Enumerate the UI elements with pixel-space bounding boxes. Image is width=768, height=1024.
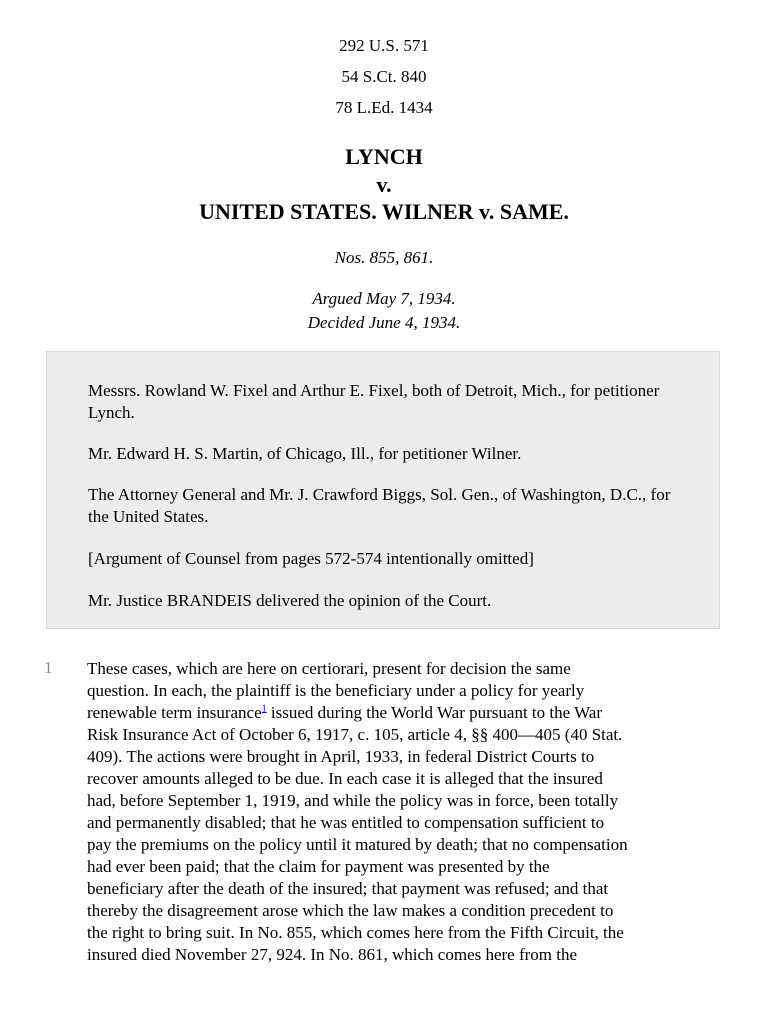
footnote-link[interactable]: 1 <box>261 703 267 715</box>
paragraph-number: 1 <box>44 658 53 677</box>
argued-date: Argued May 7, 1934. <box>312 289 456 308</box>
opinion-line: 409). The actions were brought in April, 1933, in federal District Courts to <box>87 747 595 766</box>
opinion-line: question. In each, the plaintiff is the beneficiary under a policy for yearly <box>87 681 585 700</box>
opinion-line: recover amounts alleged to be due. In each case it is alleged that the insured <box>87 769 603 788</box>
counsel-petitioner-wilner: Mr. Edward H. S. Martin, of Chicago, Ill., for petitioner Wilner. <box>88 444 522 463</box>
counsel-petitioner-lynch: Messrs. Rowland W. Fixel and Arthur E. Fixel, both of Detroit, Mich., for petitioner Lynch. <box>88 381 660 422</box>
opinion-text: renewable term insurance <box>87 703 262 722</box>
opinion-line: These cases, which are here on certiorari, present for decision the same <box>87 659 571 678</box>
opinion-line: and permanently disabled; that he was entitled to compensation sufficient to <box>87 813 605 832</box>
case-title-line-1: LYNCH <box>345 144 423 169</box>
opinion-line: the right to bring suit. In No. 855, which comes here from the Fifth Circuit, the <box>87 923 624 942</box>
opinion-line: beneficiary after the death of the insured; that payment was refused; and that <box>87 879 609 898</box>
opinion-line: had ever been paid; that the claim for payment was presented by the <box>87 857 550 876</box>
docket-numbers: Nos. 855, 861. <box>334 248 434 267</box>
opinion-line: had, before September 1, 1919, and while the policy was in force, been totally <box>87 791 619 810</box>
opinion-author: Mr. Justice BRANDEIS delivered the opinion of the Court. <box>88 591 492 610</box>
supreme-court-reporter-citation: 54 S.Ct. 840 <box>341 67 427 86</box>
argument-omitted-note: [Argument of Counsel from pages 572-574 intentionally omitted] <box>88 549 534 568</box>
opinion-line: thereby the disagreement arose which the law makes a condition precedent to <box>87 901 614 920</box>
case-title-line-3: UNITED STATES. WILNER v. SAME. <box>199 199 569 224</box>
case-title-line-2: v. <box>376 172 392 197</box>
opinion-line: pay the premiums on the policy until it matured by death; that no compensation <box>87 835 628 854</box>
us-reports-citation: 292 U.S. 571 <box>339 36 429 55</box>
opinion-line <box>87 702 727 724</box>
counsel-box <box>46 351 720 629</box>
counsel-united-states: The Attorney General and Mr. J. Crawford Biggs, Sol. Gen., of Washington, D.C., for the United States. <box>88 485 671 526</box>
opinion-paragraph <box>87 658 727 966</box>
opinion-line: Risk Insurance Act of October 6, 1917, c. 105, article 4, §§ 400—405 (40 Stat. <box>87 725 623 744</box>
opinion-text: issued during the World War pursuant to the War <box>266 703 603 722</box>
decided-date: Decided June 4, 1934. <box>307 313 461 332</box>
opinion-line: insured died November 27, 924. In No. 861, which comes here from the <box>87 945 578 964</box>
lawyers-edition-citation: 78 L.Ed. 1434 <box>335 98 433 117</box>
